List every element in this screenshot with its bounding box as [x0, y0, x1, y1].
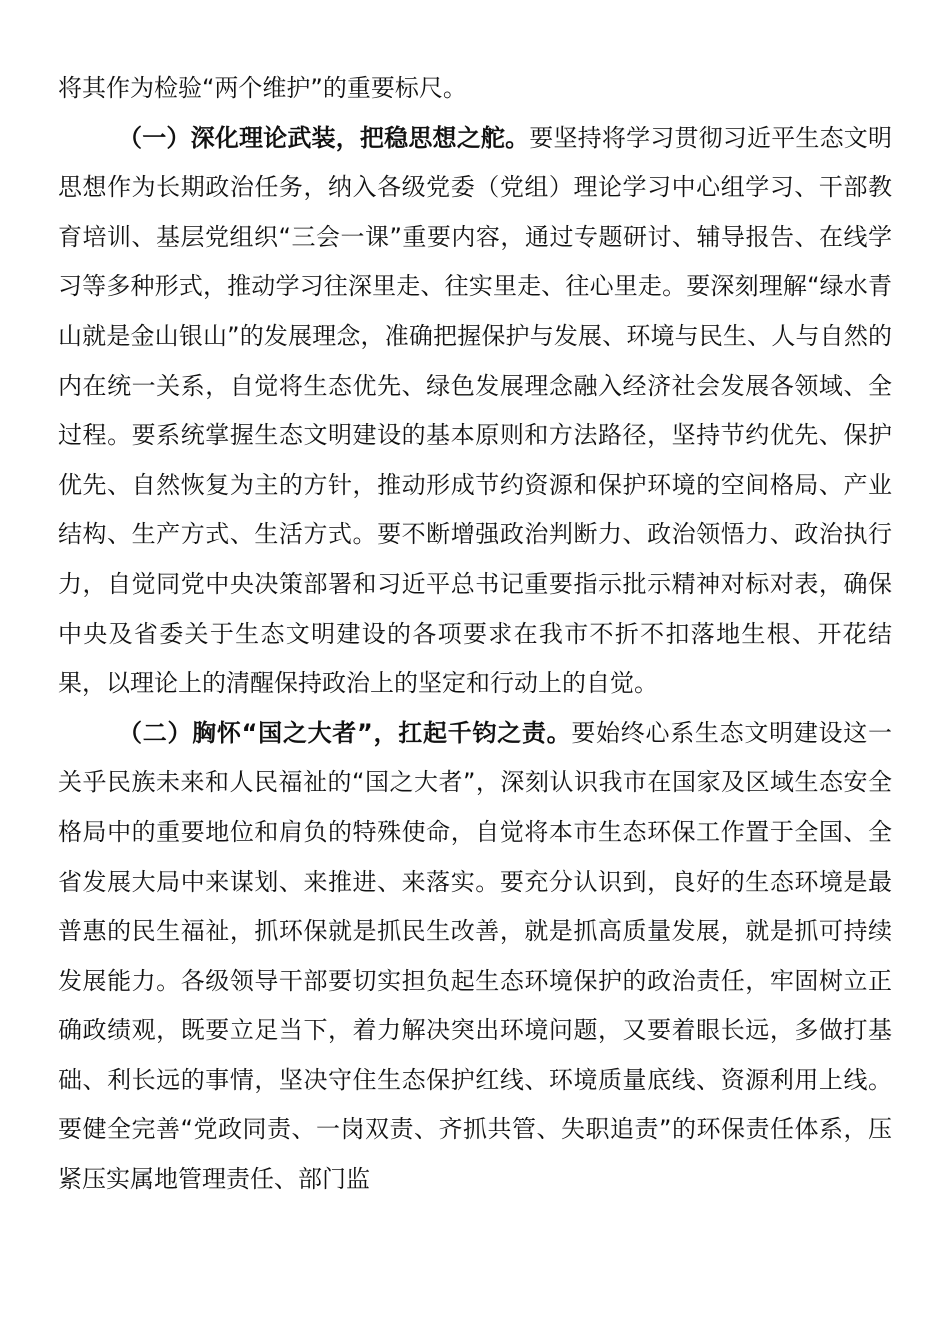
section-1-paragraph — [58, 114, 892, 709]
section-2-paragraph — [58, 709, 892, 1205]
section-2-heading: （二）胸怀“国之大者”，扛起千钧之责。 — [118, 718, 572, 747]
continuation-paragraph — [58, 64, 892, 114]
continuation-text: 将其作为检验“两个维护”的重要标尺。 — [58, 74, 467, 102]
section-2-body: 要始终心系生态文明建设这一关乎民族未来和人民福祉的“国之大者”，深刻认识我市在国家及区域生态安全格局中的重要地位和肩负的特殊使命，自觉将本市生态环保工作置于全国、全省发展大局中来谋划、来推进、来落实。要充分认识到，良好的生态环境是最普惠的民生福祉，抓环保就是抓民生改善，就是抓高质量发展，就是抓可持续发展能力。各级领导干部要切实担负起生态环境保护的政治责任，牢固树立正确政绩观，既要立足当下，着力解决突出环境问题，又要着眼长远，多做打基础、利长远的事情，坚决守住生态保护红线、环境质量底线、资源利用上线。要健全完善“党政同责、一岗双责、齐抓共管、失职追责”的环保责任体系，压紧压实属地管理责任、部门监 — [58, 718, 893, 1194]
section-1-heading: （一）深化理论武装，把稳思想之舵。 — [118, 123, 530, 152]
section-1-body: 要坚持将学习贯彻习近平生态文明思想作为长期政治任务，纳入各级党委（党组）理论学习中心组学习、干部教育培训、基层党组织“三会一课”重要内容，通过专题研讨、辅导报告、在线学习等多种形式，推动学习往深里走、往实里走、往心里走。要深刻理解“绿水青山就是金山银山”的发展理念，准确把握保护与发展、环境与民生、人与自然的内在统一关系，自觉将生态优先、绿色发展理念融入经济社会发展各领域、全过程。要系统掌握生态文明建设的基本原则和方法路径，坚持节约优先、保护优先、自然恢复为主的方针，推动形成节约资源和保护环境的空间格局、产业结构、生产方式、生活方式。要不断增强政治判断力、政治领悟力、政治执行力，自觉同党中央决策部署和习近平总书记重要指示批示精神对标对表，确保中央及省委关于生态文明建设的各项要求在我市不折不扣落地生根、开花结果，以理论上的清醒保持政治上的坚定和行动上的自觉。 — [58, 123, 893, 698]
document-page — [58, 64, 892, 1205]
